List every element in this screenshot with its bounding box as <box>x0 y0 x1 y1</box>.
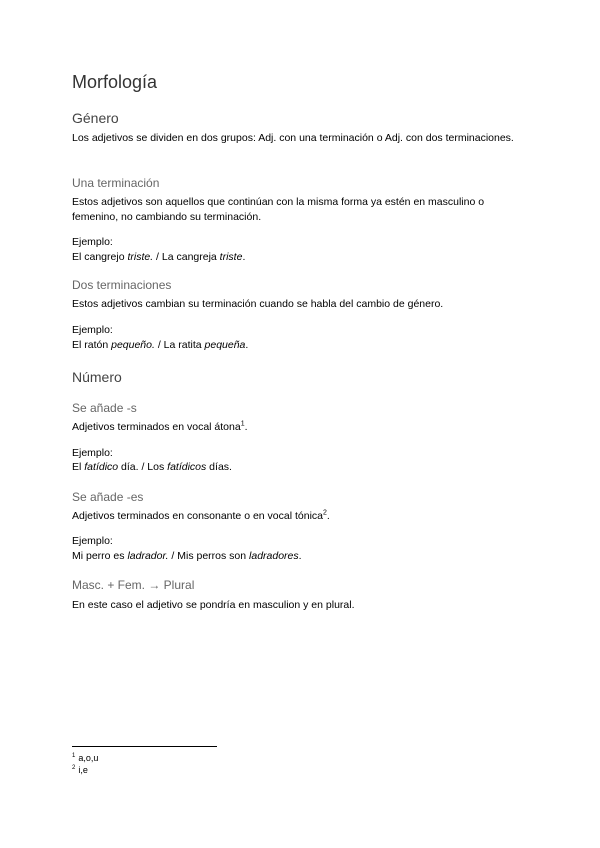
footnote-separator <box>72 746 217 747</box>
se-anade-es-text: Adjetivos terminados en consonante o en vocal tónica$^2$. <box>72 509 330 522</box>
se-anade-s-text: Adjetivos terminados en vocal átona$^1$. <box>72 420 248 433</box>
una-terminacion-text: Estos adjetivos son aquellos que continúan con la misma forma ya estén en masculino o femenino, no cambiando su terminación. <box>72 196 485 223</box>
heading-una-terminacion: Una terminación <box>72 176 160 190</box>
heading-dos-terminaciones: Dos terminaciones <box>72 278 172 292</box>
dos-example-label: Ejemplo: <box>72 324 113 336</box>
s-example: El fatídico día. / Los fatídicos días. <box>72 461 232 473</box>
heading-se-anade-s: Se añade -s <box>72 401 137 415</box>
footnote-2: $^2$ i,e <box>72 765 88 775</box>
heading-masc-fem-plural: Masc. + Fem. → Plural <box>72 578 195 592</box>
una-example: El cangrejo triste. / La cangreja triste. <box>72 251 246 263</box>
heading-numero: Número <box>72 369 122 385</box>
s-example-label: Ejemplo: <box>72 447 113 459</box>
footnote-1: $^1$ a,o,u <box>72 753 99 763</box>
plural-text: En este caso el adjetivo se pondría en masculion y en plural. <box>72 599 355 611</box>
es-example: Mi perro es ladrador. / Mis perros son ladradores. <box>72 550 302 562</box>
una-example-label: Ejemplo: <box>72 236 113 248</box>
document-title: Morfología <box>72 72 158 92</box>
heading-genero: Género <box>72 110 119 126</box>
dos-terminaciones-text: Estos adjetivos cambian su terminación cuando se habla del cambio de género. <box>72 298 444 310</box>
dos-example: El ratón pequeño. / La ratita pequeña. <box>72 339 249 351</box>
heading-se-anade-es: Se añade -es <box>72 490 144 504</box>
genero-intro: Los adjetivos se dividen en dos grupos: Adj. con una terminación o Adj. con dos terminaciones. <box>72 132 514 144</box>
es-example-label: Ejemplo: <box>72 535 113 547</box>
